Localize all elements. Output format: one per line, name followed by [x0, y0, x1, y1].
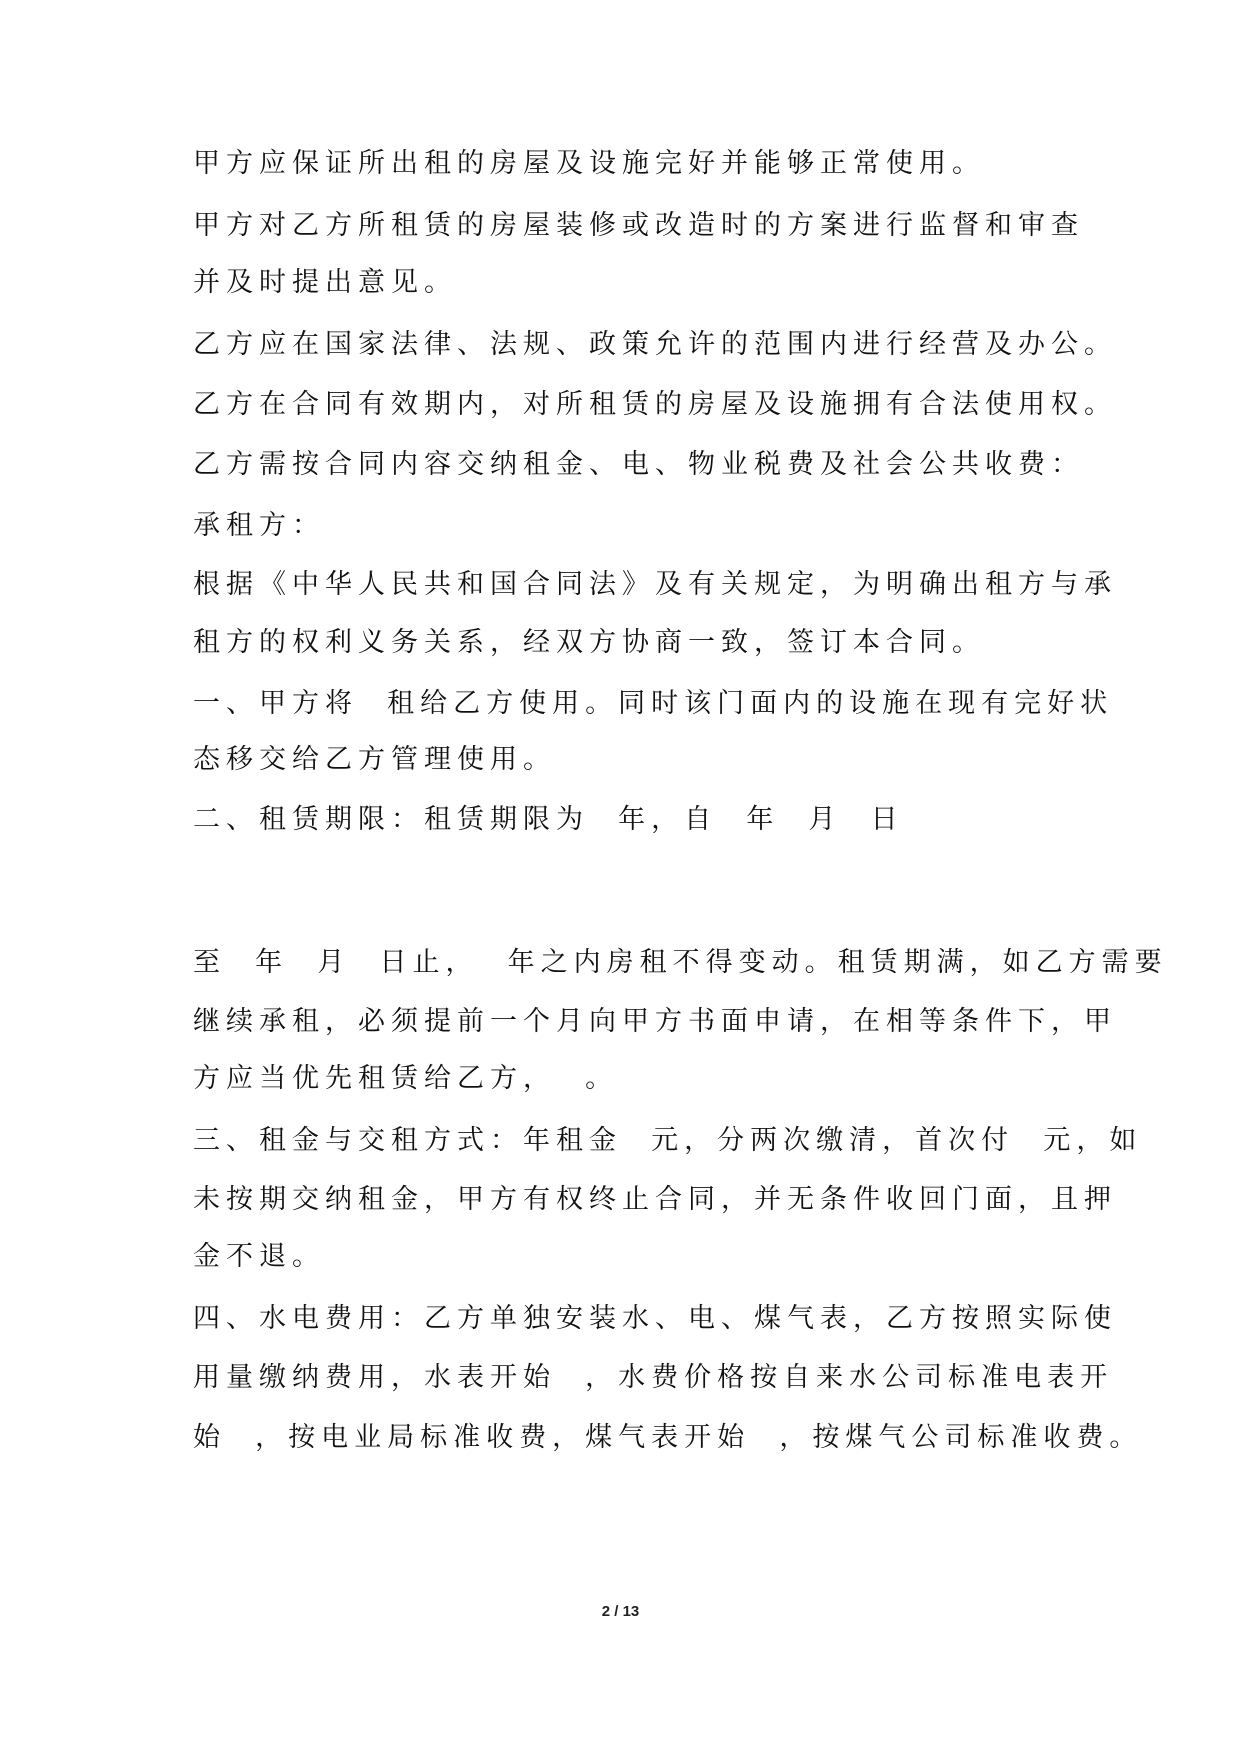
- paragraph-line-18: 金不退。: [193, 1241, 325, 1272]
- paragraph-line-14: 继续承租，必须提前一个月向甲方书面申请，在相等条件下，甲: [193, 1006, 1117, 1037]
- page-number: 2 / 13: [601, 1603, 640, 1620]
- paragraph-line-5: 乙方在合同有效期内，对所租赁的房屋及设施拥有合法使用权。: [193, 389, 1117, 420]
- paragraph-line-2: 甲方对乙方所租赁的房屋装修或改造时的方案进行监督和审查: [193, 210, 1084, 241]
- paragraph-line-8: 根据《中华人民共和国合同法》及有关规定，为明确出租方与承: [193, 569, 1117, 600]
- paragraph-line-15: 方应当优先租赁给乙方， 。: [193, 1063, 619, 1094]
- paragraph-line-6: 乙方需按合同内容交纳租金、电、物业税费及社会公共收费：: [193, 449, 1084, 480]
- paragraph-line-3: 并及时提出意见。: [193, 267, 457, 298]
- paragraph-line-17: 未按期交纳租金，甲方有权终止合同，并无条件收回门面，且押: [193, 1184, 1117, 1215]
- paragraph-line-4: 乙方应在国家法律、法规、政策允许的范围内进行经营及办公。: [193, 329, 1117, 360]
- paragraph-line-20: 用量缴纳费用，水表开始 ，水费价格按自来水公司标准电表开: [193, 1362, 1114, 1393]
- paragraph-line-9: 租方的权利义务关系，经双方协商一致，签订本合同。: [193, 627, 985, 658]
- paragraph-line-10: 一、甲方将 租给乙方使用。同时该门面内的设施在现有完好状: [193, 688, 1114, 719]
- paragraph-line-16: 三、租金与交租方式：年租金 元，分两次缴清，首次付 元，如: [193, 1125, 1143, 1156]
- paragraph-line-12: 二、租赁期限：租赁期限为 年，自 年 月 日: [193, 804, 904, 835]
- paragraph-line-13: 至 年 月 日止， 年之内房租不得变动。租赁期满，如乙方需要: [193, 947, 1168, 978]
- paragraph-line-1: 甲方应保证所出租的房屋及设施完好并能够正常使用。: [193, 148, 985, 179]
- paragraph-line-21: 始 ，按电业局标准收费，煤气表开始 ，按煤气公司标准收费。: [193, 1422, 1143, 1453]
- paragraph-line-19: 四、水电费用：乙方单独安装水、电、煤气表，乙方按照实际使: [193, 1303, 1117, 1334]
- paragraph-line-11: 态移交给乙方管理使用。: [193, 744, 556, 775]
- paragraph-line-7: 承租方：: [193, 510, 325, 541]
